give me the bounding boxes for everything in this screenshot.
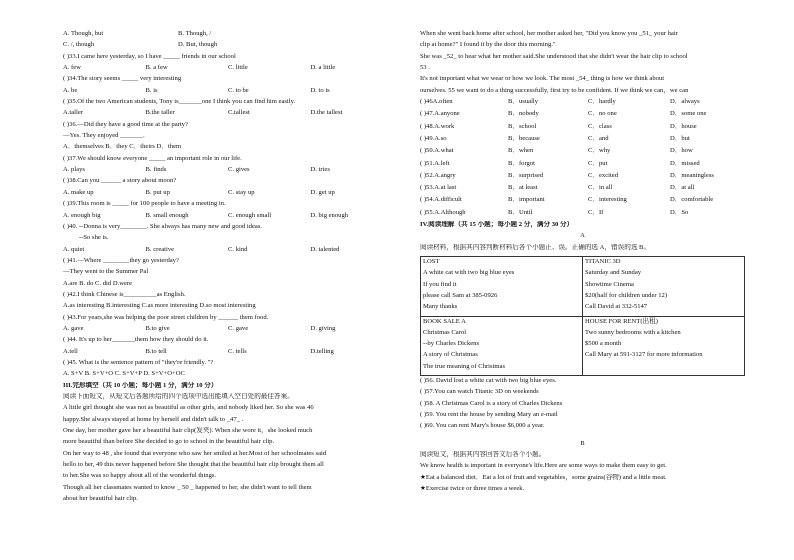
option: B. small enough <box>145 211 189 219</box>
cloze-question <box>420 184 745 196</box>
text-line: ( )37.We should know everyone _____ an important role in our life. <box>63 154 242 162</box>
cloze-passage-continued <box>420 30 745 98</box>
option-row <box>63 109 393 120</box>
text-line: --So she is. <box>79 234 109 242</box>
option: ( )50.A.what <box>420 147 454 155</box>
option-row <box>63 348 393 359</box>
option: C．in all <box>588 184 613 192</box>
ads-table <box>420 256 745 376</box>
ad-line: HOUSE FOR RENT(出租) <box>585 317 658 325</box>
option: D．missed <box>670 159 700 167</box>
option: D. talented <box>310 245 340 253</box>
text-line: ( )36.—Did they have a good time at the party? <box>63 120 188 128</box>
text-line: ( )35.Of the two American students, Tony is_______one I think you can find him easily. <box>63 98 296 106</box>
option: C. to be <box>228 86 249 94</box>
option: B．nobody <box>508 110 539 118</box>
option: D．always <box>670 98 700 106</box>
ad-line: Showtime Cinema <box>585 280 634 288</box>
true-false-questions <box>420 377 745 434</box>
option: B.to give <box>145 324 170 332</box>
option: B. Though, / <box>178 30 212 37</box>
option: D．So <box>670 208 689 216</box>
option: D．comfortable <box>670 196 714 204</box>
option: C．and <box>588 134 609 142</box>
ad-line: A white cat with two big blue eyes <box>423 269 515 277</box>
question-line: ( )57.You can watch Titanic 3D on weekends <box>420 388 539 396</box>
option: B．Until <box>508 208 533 216</box>
option: D．house <box>670 122 697 130</box>
option-row <box>63 166 393 177</box>
cloze-question <box>420 196 745 208</box>
text-line: A. S+V B. S+V+O C. S+V+P D. S+V+O+OC <box>63 370 185 378</box>
option: B．school <box>508 122 537 130</box>
option: D．at all <box>670 184 695 192</box>
option: B．at least <box>508 184 538 192</box>
text-line: A.as interesting B.interesting C.as more interesting D.so most interesting <box>63 302 256 310</box>
cloze-options <box>420 98 745 221</box>
cloze-question <box>420 98 745 110</box>
question-line: ( )58. A Christmas Carol is a story of Charles Dickens <box>420 399 563 407</box>
text-line: 阅读短文，根据其内容回答文后各个小题。 <box>420 451 546 459</box>
option: D．some one <box>670 110 707 118</box>
passage-a-instruction: 阅读材料，根据其内容判断材料后各个小题正、误。正确的选 A，错误的选 B。 <box>420 243 651 251</box>
question-line: ( )59. You rent the house by sending Mary an e-mail <box>420 411 558 419</box>
text-line: A little girl thought she was not as beautiful as other girls, and nobody liked her. So she was 46 <box>63 404 314 412</box>
ad-line: If you find it <box>423 280 457 288</box>
ad-line: please call Sam at 385-0926 <box>423 291 498 299</box>
passage-a-label: A <box>580 232 585 240</box>
ad-line: Call David at 332-5147 <box>585 303 648 311</box>
option: A. gave <box>63 324 84 332</box>
ad-titanic <box>583 257 745 316</box>
option: B．forgot <box>508 159 535 167</box>
option: C. stay up <box>228 188 255 196</box>
option: D. get up <box>310 188 335 196</box>
text-line: When she went back home after school, her mother asked her, "Did you know you _51_ your hair <box>420 30 678 37</box>
text-line: Though all her classmates wanted to know _ 50 _ happened to her, she didn't want to tell them <box>63 483 312 491</box>
text-line: 阅读下面短文，从短文后各题所给的四个选项中选出能填入空白处的最佳答案。 <box>63 393 294 400</box>
option: B. a few <box>145 64 168 72</box>
option: ( )52.A.angry <box>420 171 456 179</box>
option: A. plays <box>63 166 85 174</box>
ad-line: LOST <box>423 258 440 266</box>
text-line: —They went to the Summer Pal <box>63 268 149 276</box>
cloze-question <box>420 209 745 221</box>
option-row <box>63 41 393 52</box>
text-line: A．themselves B．they C．theirs D．them <box>63 143 182 151</box>
option: C. enough small <box>228 211 272 219</box>
option: C．class <box>588 122 612 130</box>
option: C. kind <box>228 245 248 253</box>
option-row <box>63 189 393 200</box>
text-line: —Yes. They enjoyed _______. <box>63 132 145 140</box>
cloze-question <box>420 147 745 159</box>
cloze-question <box>420 110 745 122</box>
option: C. gave <box>228 324 249 332</box>
text-line: ( )34.The story seems _____ very interesting <box>63 75 182 83</box>
cloze-question <box>420 172 745 184</box>
text-line: 53 . <box>420 64 430 72</box>
option: ( )51.A.left <box>420 159 450 167</box>
option-row <box>63 325 393 336</box>
cloze-question <box>420 135 745 147</box>
option: D.the tallest <box>310 109 343 117</box>
text-line: On her way to 48 , she found that everyone who saw her smiled at her.Most of her schoolmates said <box>63 449 327 457</box>
option: ( )49.A.so <box>420 134 447 142</box>
option: C．no one <box>588 110 617 118</box>
left-column <box>63 30 393 506</box>
text-line: ( )41.—Where ________they go yesterday? <box>63 256 179 264</box>
option: C．put <box>588 159 608 167</box>
ad-line: Saturday and Sunday <box>585 269 642 277</box>
text-line: III.完形填空（共 10 小题；每小题 1 分，满分 10 分） <box>63 381 218 389</box>
option: C. little <box>228 64 248 72</box>
text-line: ( )44. It's up to her_______them how they should do it. <box>63 336 209 344</box>
text-line: ( )38.Can you ______ a story about moon? <box>63 177 177 185</box>
option: B. put up <box>145 188 170 196</box>
option: D．how <box>670 147 693 155</box>
option: D. tries <box>310 166 330 174</box>
option: B.the taller <box>145 109 175 117</box>
cloze-question <box>420 123 745 135</box>
option: A. make up <box>63 188 94 196</box>
text-line: ( )45. What is the sentence pattern of "they're friendly. "? <box>63 358 214 366</box>
ad-line: Two sunny bedrooms with a kitchen <box>585 328 681 336</box>
ad-line: Call Mary at 591-3127 for more information <box>585 351 703 359</box>
option: B．surprised <box>508 171 544 179</box>
ad-line: The true meaning of Christmas <box>423 362 506 370</box>
option: A. Though, but <box>63 30 104 37</box>
option: D．meaningless <box>670 171 714 179</box>
option: ( )48.A.work <box>420 122 455 130</box>
text-line: We know health is important in everyone's life.Here are some ways to make them easy to get. <box>420 462 667 470</box>
text-line: ★Exercise twice or three times a week. <box>420 485 525 493</box>
text-line: ( )43.For years,she was helping the poor street children by ______ them food. <box>63 313 269 321</box>
cloze-question <box>420 160 745 172</box>
option: D. a little <box>310 64 336 72</box>
ad-line: TITANIC 3D <box>585 258 621 266</box>
option: C．hardly <box>588 98 616 106</box>
text-line: more beautiful than before She decided to go to school in the beautiful hair clip. <box>63 438 275 446</box>
passage-b-label: B <box>580 439 585 447</box>
option: A. few <box>63 64 81 72</box>
option: B．when <box>508 147 534 155</box>
option: ( )46A.often <box>420 98 453 106</box>
option: ( )53.A.at last <box>420 184 457 192</box>
option: D. giving <box>310 324 336 332</box>
option: B．usually <box>508 98 539 106</box>
text-line: about her beautiful hair clip. <box>63 495 138 503</box>
option: C．If <box>588 208 604 216</box>
option-row <box>63 30 393 41</box>
ad-line: $20(half for children under 12) <box>585 291 668 299</box>
text-line: One day, her mother gave her a beautiful hair clip(发夹). When she wore it，she looked much <box>63 427 313 435</box>
option-row <box>63 64 393 75</box>
right-column <box>420 30 745 496</box>
text-line: She was _52_ to hear what her mother said.She understood that she didn't wear the hair clip to school <box>420 52 688 60</box>
option: A. quiet <box>63 245 85 253</box>
option: ( )54.A.difficult <box>420 196 462 204</box>
option: A. enough big <box>63 211 101 219</box>
option: C. /, though <box>63 41 95 49</box>
option: ( )47.A.anyone <box>420 110 460 118</box>
text-line: hello to her, 49 this never happened before She thought that the beautiful hair clip brought them all <box>63 461 324 469</box>
option: B. is <box>145 86 158 94</box>
option-row <box>63 212 393 223</box>
text-line: to her.She was so happy about all of the wonderful things. <box>63 472 217 480</box>
ad-lost <box>421 257 583 316</box>
option-row <box>63 246 393 257</box>
option: B．important <box>508 196 545 204</box>
text-line: ★Eat a balanced diet．Eat a lot of fruit and vegetables，some grains(谷物) and a little meat. <box>420 473 667 481</box>
text-line: ( )40. --Donna is very________. She always has many new and good ideas. <box>63 222 263 230</box>
ad-line: Christmas Carol <box>423 328 467 336</box>
ad-house-for-rent <box>583 316 745 375</box>
option: C．interesting <box>588 196 627 204</box>
option: C.tallest <box>228 109 250 117</box>
option: D.telling <box>310 347 334 355</box>
text-line: ( )39.This room is _____ for 100 people to have a meeting in. <box>63 200 226 208</box>
option: A.taller <box>63 109 83 117</box>
ad-line: $500 a month <box>585 340 622 348</box>
option: ( )55.A.Although <box>420 208 466 216</box>
option-row <box>63 87 393 98</box>
text-line: A.are B. do C. did D.were <box>63 279 133 287</box>
option: B. finds <box>145 166 167 174</box>
ad-line: A story of Christmas <box>423 351 478 359</box>
ad-book-sale <box>421 316 583 375</box>
option: C．why <box>588 147 611 155</box>
passage-b <box>420 451 745 496</box>
question-line: ( )56. David lost a white cat with two big blue eyes. <box>420 377 557 385</box>
text-line: ( )33.I came here yesterday, so I have _____ friends in our school <box>63 52 236 60</box>
text-line: It's not important what we wear or how we look. The most _54_ thing is how we think about <box>420 75 665 83</box>
text-line: ( )42.I think Chinese is__________as English. <box>63 290 186 298</box>
option: C. gives <box>228 166 250 174</box>
option: B.to tell <box>145 347 167 355</box>
text-line: ourselves. 55 we want to do a thing successfully, first try to be confident. If we think we can，we can <box>420 86 689 94</box>
option: A. be <box>63 86 78 94</box>
option: B．because <box>508 134 540 142</box>
ad-line: Many thanks <box>423 303 458 311</box>
option: D. big enough <box>310 211 349 219</box>
option: C．excited <box>588 171 619 179</box>
question-line: ( )60. You can rent Mary's house $6,000 a year. <box>420 422 545 430</box>
section-iv-title: IV.阅读理解（共 15 小题；每小题 2 分，满分 30 分） <box>420 221 574 229</box>
option: A.tell <box>63 347 78 355</box>
option: D．but <box>670 134 690 142</box>
option: B. creative <box>145 245 175 253</box>
ad-line: BOOK SALE A <box>423 317 466 325</box>
text-line: happy.She always stayed at home by herself and didn't talk to _47_ . <box>63 415 244 423</box>
option: C. tells <box>228 347 247 355</box>
text-line: clip at home?" I found it by the door this morning." <box>420 41 556 49</box>
option: D. to is <box>310 86 330 94</box>
ad-line: --by Charles Dickens <box>423 340 480 348</box>
option: D. But, though <box>178 41 218 49</box>
